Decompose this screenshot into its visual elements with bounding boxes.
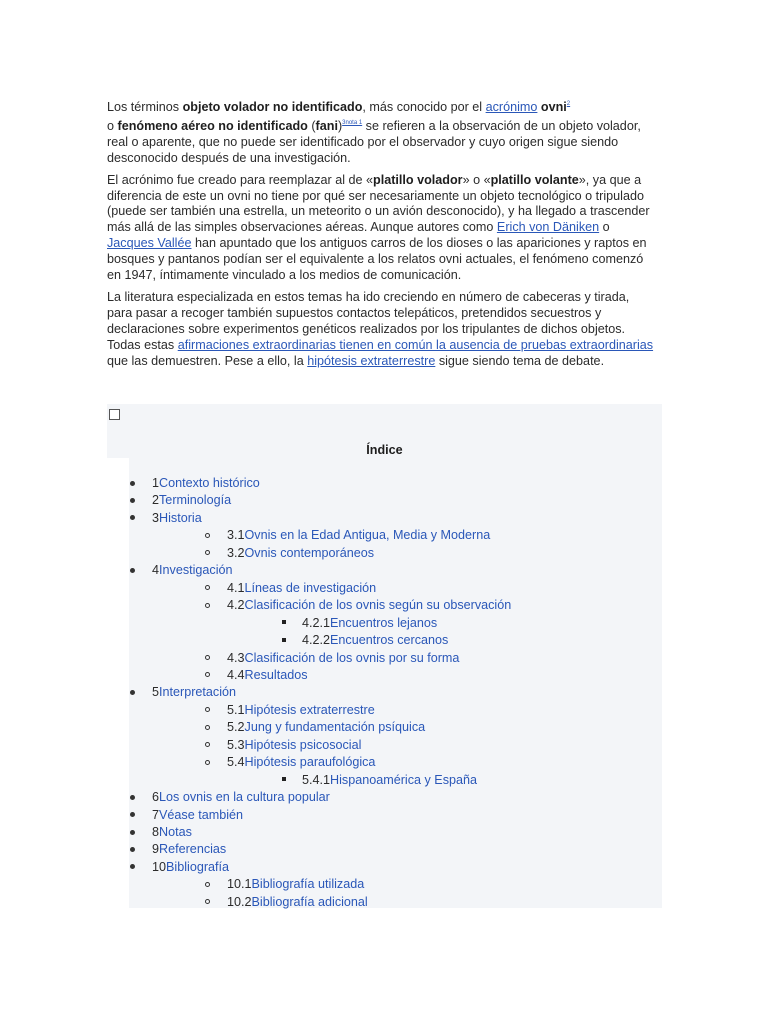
circle-bullet-icon: [205, 882, 210, 887]
circle-bullet-icon: [205, 760, 210, 765]
toc-item-link[interactable]: Hipótesis paraufológica: [244, 755, 376, 770]
toc-item[interactable]: [227, 755, 375, 769]
toc-item-number: 2: [152, 493, 160, 508]
toc-item-number: 4.2.1: [302, 615, 331, 630]
toc-item-number: 4.2.2: [302, 633, 331, 648]
text: Los términos: [107, 100, 183, 114]
toc-item[interactable]: [227, 668, 308, 682]
toc-item[interactable]: [152, 808, 243, 822]
bold-term: ovni: [540, 100, 567, 114]
bullet-icon: [130, 795, 135, 800]
toc-item-number: 10.1: [227, 877, 252, 892]
intro-paragraph-2: [107, 173, 655, 284]
toc-body: [129, 458, 662, 908]
bullet-icon: [130, 568, 135, 573]
circle-bullet-icon: [205, 725, 210, 730]
toc-item-link[interactable]: Hipótesis extraterrestre: [244, 702, 375, 717]
toc-item-link[interactable]: Véase también: [159, 807, 244, 822]
text: han apuntado que los antiguos carros de los dioses o las apariciones y raptos en bosques y pantanos podían ser el equivalente a los relatos ovni actuales, el fenómeno comenzó en 1947, íntimamente vinculado a los medios de comunicación.: [107, 236, 647, 283]
toc-item-number: 5.4.1: [302, 772, 331, 787]
toc-item-number: 3.1: [227, 528, 245, 543]
toc-item-number: 5.1: [227, 702, 245, 717]
toc-item[interactable]: [302, 633, 448, 647]
toc-item[interactable]: [152, 476, 260, 490]
text: sigue siendo tema de debate.: [435, 353, 605, 368]
toc-item-number: 5.3: [227, 737, 245, 752]
toc-item-number: 9: [152, 842, 160, 857]
toc-item[interactable]: [227, 895, 368, 909]
toc-item[interactable]: [227, 528, 490, 542]
toc-item-number: 8: [152, 825, 160, 839]
toc-item-number: 6: [152, 790, 160, 805]
toc-item-link[interactable]: Hipótesis psicosocial: [244, 737, 362, 752]
square-bullet-icon: [282, 620, 286, 624]
toc-item[interactable]: [227, 546, 374, 560]
bullet-icon: [130, 847, 135, 852]
toc-item-link[interactable]: Terminología: [159, 493, 232, 508]
toc-item-link[interactable]: Los ovnis en la cultura popular: [159, 790, 330, 805]
toc-item[interactable]: [152, 790, 330, 804]
toc-item[interactable]: [302, 616, 437, 630]
bold-term: fenómeno aéreo no identificado: [117, 118, 308, 133]
toc-item-number: 4.4: [227, 667, 245, 682]
toc-item-number: 5.2: [227, 720, 245, 735]
toc-item-link[interactable]: Bibliografía: [166, 859, 230, 874]
toc-item-number: 5.4: [227, 755, 245, 770]
bold-term: platillo volador: [373, 172, 463, 187]
bold-term: platillo volante: [490, 172, 579, 187]
toc-item-link[interactable]: Notas: [159, 825, 192, 839]
bullet-icon: [130, 498, 135, 503]
toc-item-number: 10.2: [227, 894, 252, 909]
toc-item-link[interactable]: Clasificación de los ovnis según su observación: [244, 598, 512, 613]
toc-item-link[interactable]: Ovnis en la Edad Antigua, Media y Moderna: [244, 528, 491, 543]
toc-item-number: 4.1: [227, 580, 245, 595]
text: El acrónimo fue creado para reemplazar al de «: [107, 172, 374, 187]
toc-item-link[interactable]: Jung y fundamentación psíquica: [244, 720, 426, 735]
link-jacques-vallee[interactable]: Jacques Vallée: [107, 236, 192, 251]
square-bullet-icon: [282, 638, 286, 642]
toc-item-number: 4.3: [227, 650, 245, 665]
toc-item[interactable]: [152, 563, 233, 577]
toc-title: Índice: [366, 443, 403, 457]
toc-item-number: 1: [152, 476, 160, 490]
bold-term: objeto volador no identificado: [182, 100, 363, 114]
toc-toggle-checkbox[interactable]: [109, 409, 120, 420]
link-hipotesis-extraterrestre[interactable]: hipótesis extraterrestre: [307, 353, 436, 368]
toc-item-link[interactable]: Historia: [159, 510, 202, 525]
toc-item-link[interactable]: Bibliografía adicional: [251, 894, 368, 909]
toc-item[interactable]: [152, 842, 226, 856]
toc-item-link[interactable]: Referencias: [159, 842, 227, 857]
intro-paragraph-3: [107, 290, 655, 370]
reference-sup[interactable]: 3nota 1: [342, 119, 363, 126]
reference-sup[interactable]: 2: [566, 101, 571, 107]
toc-item-number: 7: [152, 807, 160, 822]
text: o: [107, 118, 118, 133]
toc-item-number: 3.2: [227, 545, 245, 560]
circle-bullet-icon: [205, 603, 210, 608]
article-body: [107, 97, 655, 376]
bold-term: fani: [315, 118, 338, 133]
toc-item[interactable]: [152, 685, 236, 699]
link-afirmaciones-extraordinarias[interactable]: afirmaciones extraordinarias tienen en común la ausencia de pruebas extraordinarias: [177, 337, 654, 352]
bullet-icon: [130, 481, 135, 486]
toc-item-number: 4.2: [227, 598, 245, 613]
table-of-contents: [107, 404, 662, 908]
toc-item[interactable]: [227, 651, 459, 665]
toc-item-number: 3: [152, 510, 160, 525]
toc-item-link[interactable]: Encuentros cercanos: [330, 633, 449, 648]
toc-item[interactable]: [227, 581, 376, 595]
toc-item-number: 10: [152, 859, 167, 874]
toc-item[interactable]: [152, 825, 192, 839]
text: o: [599, 220, 610, 235]
text: (: [307, 118, 316, 133]
toc-item[interactable]: [227, 720, 425, 734]
link-acronimo[interactable]: acrónimo: [485, 100, 538, 114]
toc-item[interactable]: [227, 738, 361, 752]
toc-item[interactable]: [152, 493, 231, 507]
toc-item-link[interactable]: Bibliografía utilizada: [251, 877, 365, 892]
toc-item[interactable]: [152, 511, 202, 525]
toc-item[interactable]: [227, 877, 364, 891]
toc-item[interactable]: [227, 598, 511, 612]
toc-item-link[interactable]: Investigación: [159, 563, 233, 578]
text: que las demuestren. Pese a ello, la: [107, 353, 308, 368]
toc-item-number: 4: [152, 563, 160, 578]
text: La literatura especializada en estos temas ha ido creciendo en número de cabeceras y tirada, para pasar a recoger también supuestos contactos telepáticos, pretendidos secuestros y declaraciones sobre experimentos genéticos realizados por los tripulantes de dichos objetos. Todas estas: [107, 289, 630, 352]
intro-paragraph-1: [107, 97, 655, 167]
toc-item-link[interactable]: Líneas de investigación: [244, 580, 377, 595]
toc-item-link[interactable]: Hispanoamérica y España: [330, 772, 478, 787]
toc-item-link[interactable]: Encuentros lejanos: [330, 615, 438, 630]
link-erich-von-daniken[interactable]: Erich von Däniken: [496, 220, 600, 235]
toc-item-link[interactable]: Contexto histórico: [159, 476, 260, 490]
text: se refieren a la observación de un objeto volador, real o aparente, que no puede ser identificado por el observador y cuyo origen sigue siendo desconocido después de una investigación.: [107, 118, 641, 165]
toc-item-number: 5: [152, 685, 160, 700]
toc-item-link[interactable]: Interpretación: [159, 685, 237, 700]
circle-bullet-icon: [205, 655, 210, 660]
text: » o «: [462, 172, 491, 187]
toc-item[interactable]: [227, 703, 375, 717]
text: ): [337, 118, 343, 133]
toc-item-link[interactable]: Ovnis contemporáneos: [244, 545, 375, 560]
toc-item[interactable]: [302, 773, 477, 787]
toc-item[interactable]: [152, 860, 229, 874]
text: », ya que a diferencia de este un ovni no tiene por qué ser necesariamente un objeto tecnológico o tripulado (puede ser también una estrella, un meteorito o un avión desconocido), y ha llegado a trascender más allá de las simples observaciones aéreas. Aunque autores como: [107, 172, 650, 235]
square-bullet-icon: [282, 777, 286, 781]
bullet-icon: [130, 830, 135, 835]
toc-item-link[interactable]: Resultados: [244, 667, 308, 682]
bullet-icon: [130, 690, 135, 695]
text: , más conocido por el: [362, 100, 486, 114]
circle-bullet-icon: [205, 533, 210, 538]
toc-item-link[interactable]: Clasificación de los ovnis por su forma: [244, 650, 460, 665]
